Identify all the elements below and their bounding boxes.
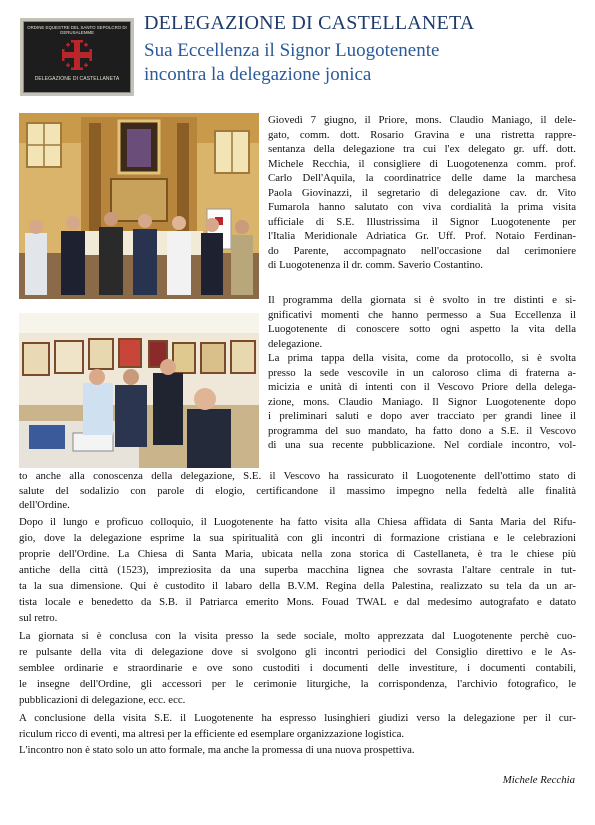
delegation-plaque-logo: [20, 18, 134, 96]
article-line: re pulsante della vita di delegazione dove si svolgono gli incontri periodici del Consiglio direttivo e le As-: [19, 646, 576, 658]
article-line: micizia e unità di intenti con il Vescovo Priore della delega-: [268, 381, 576, 393]
article-line: sentanza della delegazione tra cui l'ex delegato gr. uff. dott.: [268, 143, 576, 155]
article-line: La giornata si è conclusa con la visita presso la sede sociale, molto apprezzata dal Luogotenente perchè cuo-: [19, 630, 576, 642]
subtitle-line-1: Sua Eccellenza il Signor Luogotenente: [144, 40, 440, 61]
article-line: Il programma della giornata si è svolto in tre distinti e si-: [268, 294, 576, 306]
office-meeting-photo-image: [19, 313, 259, 468]
article-line: pubblicazioni di delegazione, ecc. ecc.: [19, 694, 186, 706]
article-line: salute del sodalizio con parole di elogio, certificandone il massimo impegno nella fedeltà alle finalità: [19, 484, 576, 497]
article-line: presso la sede vescovile in un caloroso clima di fraterna a-: [268, 366, 576, 379]
article-line: Dopo il lungo e proficuo colloquio, il Luogotenente ha fatto visita alla Chiesa affidata di Santa Maria del Rifu-: [19, 516, 576, 528]
article-line: riculum ricco di eventi, ma altresì per la efficiente ed esemplare organizzazione logistica.: [19, 728, 405, 740]
article-header: [20, 12, 580, 96]
article-line: programma del suo mandato, ha fatto dono a S.E. il Vescovo: [268, 424, 576, 437]
article-line: A conclusione della visita S.E. il Luogotenente ha espresso lusinghieri giudizi verso la delegazione per il cur-: [19, 712, 576, 724]
article-line: Carlo Dell'Aquila, la coordinatrice delle dame la marchesa: [268, 172, 576, 184]
article-line: Michele Recchia, il consigliere di Luogotenenza comm. prof.: [268, 157, 576, 170]
article-line: to anche alla conoscenza della delegazione, S.E. il Vescovo ha rassicurato il Luogotenente dell'ottimo stato di: [19, 470, 576, 482]
subtitle-line-2: incontra la delegazione jonica: [144, 64, 372, 85]
article-line: tista locale e benedetto da S.B. il Patriarca emerito Mons. Fouad TWAL e dal medesimo autografato e datato: [19, 596, 576, 608]
plaque-bottom-text: DELEGAZIONE DI CASTELLANETA: [34, 76, 120, 83]
article-line: ta la sua dimensione. Qui è custodito il labaro della B.V.M. Regina della Palestina, realizzato su tela da un ar-: [19, 580, 576, 592]
jerusalem-cross-icon: [59, 37, 95, 73]
church-group-photo-image: [19, 113, 259, 299]
article-line: gio, dove la delegazione esprime la sua spiritualità con gli incontri di formazione cristiana e le celebrazioni: [19, 532, 576, 544]
article-line: Luogotenente di conoscere sotto ogni aspetto la vita della: [268, 323, 576, 335]
article-line: le insegne dell'Ordine, gli accessori per le cerimonie liturgiche, la corrispondenza, l'archivio fotografico, le: [19, 678, 576, 690]
article-line: ufficiale di S.E. Illustrissima il Signor Luogotenente per: [268, 215, 576, 228]
article-line: zione, mons. Claudio Maniago. Il Signor Luogotenente dopo: [268, 395, 576, 408]
article-line: di una sua recente pubblicazione. Nel cordiale incontro, vol-: [268, 439, 576, 451]
article-line: Paola Giovinazzi, il segretario di delegazione cav. dr. Vito: [268, 186, 576, 199]
article-line: i preliminari saluti e dopo aver tracciato per grandi linee il: [268, 410, 576, 422]
article-line: gato, comm. dott. Rosario Gravina e una ristretta rappre-: [268, 128, 576, 141]
author-signature: Michele Recchia: [502, 774, 575, 786]
article-line: sul retro.: [19, 612, 58, 624]
article-line: L'incontro non è stato solo un atto formale, ma anche la promessa di una nuova prospettiva.: [19, 744, 415, 756]
article-line: l'Italia Meridionale Adriatica Gr. Uff. Prof. Notaio Ferdinan-: [268, 230, 576, 242]
church-group-photo: [19, 113, 259, 299]
article-line: delegazione.: [268, 337, 323, 350]
article-line: proprie dell'Ordine. La Chiesa di Santa Maria, ubicata nella zona storica di Castellaneta, è tra le chiese più: [19, 548, 576, 560]
article-line: Fumarola hanno salutato con viva cordialità la prima visita: [268, 201, 576, 213]
page-title: DELEGAZIONE DI CASTELLANETA: [144, 12, 475, 34]
office-meeting-photo: [19, 313, 259, 468]
plaque-top-text: ORDINE EQUESTRE DEL SANTO SEPOLCRO DI GERUSALEMME: [27, 25, 127, 36]
article-line: semblee ordinarie e straordinarie e ove sono custoditi i documenti delle investiture, i documenti contabili,: [19, 662, 576, 674]
article-line: gnificativi momenti che hanno permesso a Sua Eccellenza il: [268, 308, 576, 321]
article-line: La prima tappa della visita, come da protocollo, si è svolta: [268, 352, 576, 364]
article-line: do Parente, accompagnato nell'occasione dal cerimoniere: [268, 244, 576, 257]
article-line: di Luogotenenza il dr. comm. Saverio Costantino.: [268, 259, 483, 271]
article-line: dell'Ordine.: [19, 499, 70, 511]
article-line: antiche della città (1523), impreziosita da una superba macchina lignea che sovrasta l'altare centrale in tut-: [19, 564, 576, 576]
article-line: Giovedì 7 giugno, il Priore, mons. Claudio Maniago, il dele-: [268, 114, 576, 126]
